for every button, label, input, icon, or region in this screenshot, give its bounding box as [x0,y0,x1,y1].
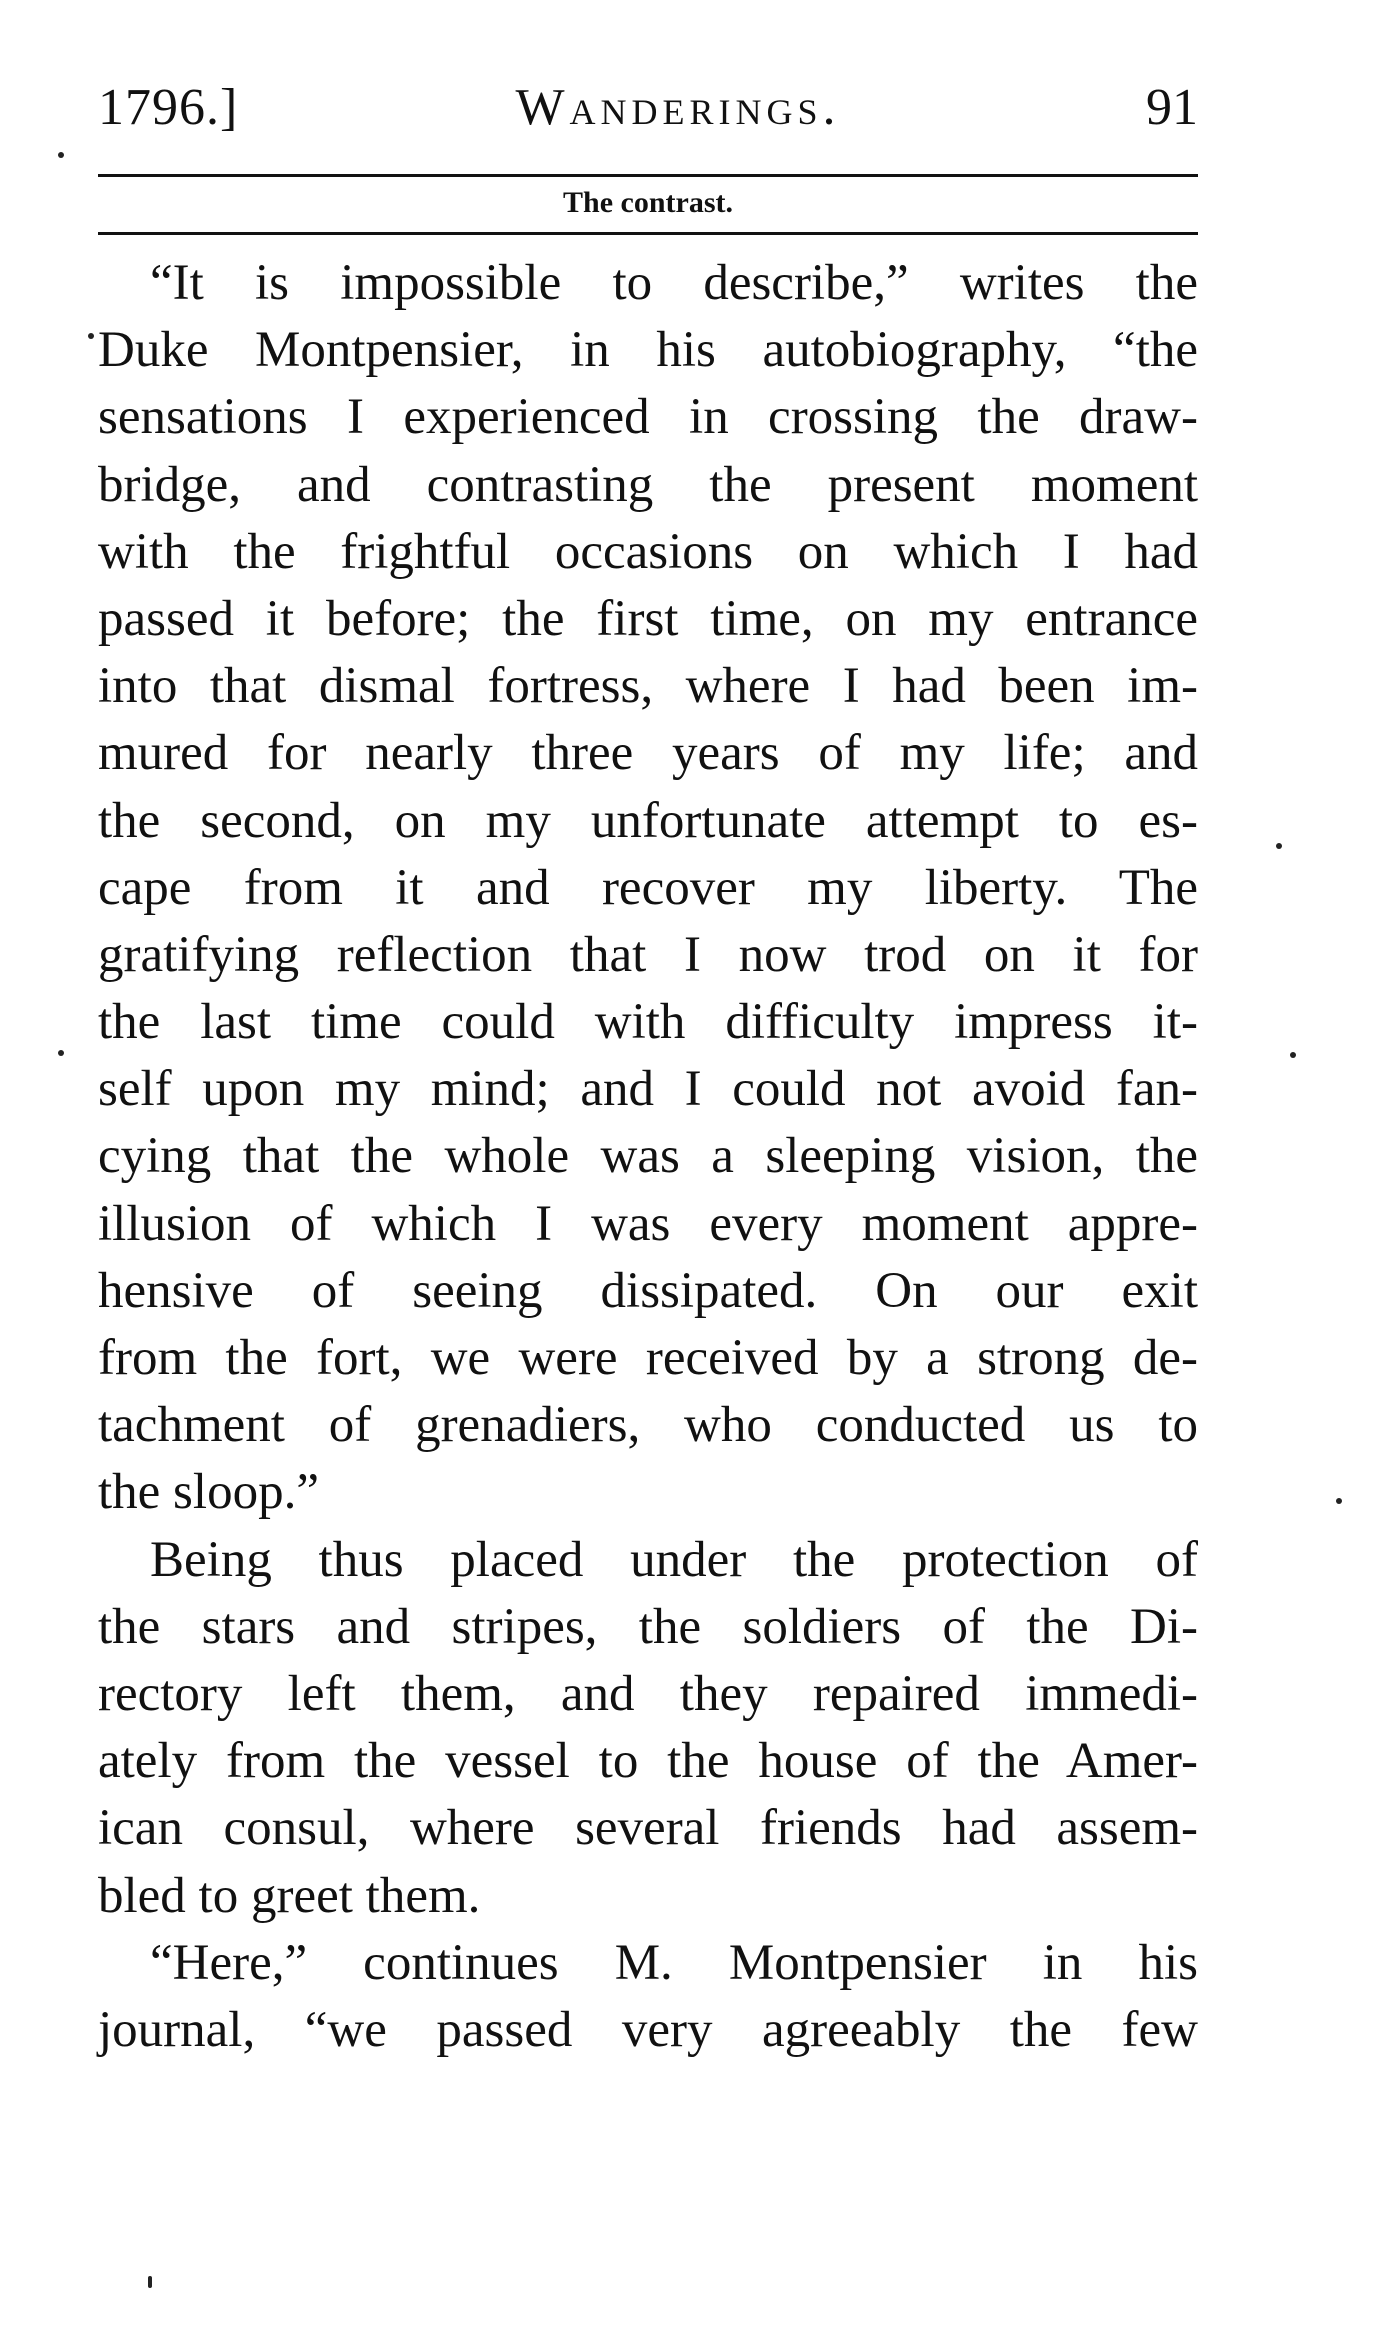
text-line: into that dismal fortress, where I had been im- [98,658,1198,715]
page-number: 91 [1146,79,1198,136]
scan-speck [1336,1498,1342,1504]
text-line: hensive of seeing dissipated. On our exit [98,1262,1198,1319]
header-rule-bottom [98,232,1198,235]
text-line: from the fort, we were received by a strong de- [98,1330,1198,1386]
text-line: bled to greet them. [98,1867,481,1924]
running-head [98,78,1198,148]
text-line: passed it before; the first time, on my entrance [98,590,1198,647]
scan-speck [88,333,94,339]
text-line: rectory left them, and they repaired immedi- [98,1665,1198,1722]
text-line: “Here,” continues M. Montpensier in his [150,1934,1198,1991]
text-line: sensations I experienced in crossing the draw- [98,389,1198,446]
text-line: with the frightful occasions on which I had [98,523,1198,580]
header-year: 1796.] [98,79,239,136]
text-line: “It is impossible to describe,” writes the [150,255,1198,311]
scan-speck [148,2276,152,2288]
text-line: Duke Montpensier, in his autobiography, “the [98,322,1198,379]
text-line: ately from the vessel to the house of the Amer- [98,1733,1198,1790]
scan-speck [58,152,64,158]
text-line: Being thus placed under the protection of [150,1531,1198,1588]
scan-speck [58,1050,64,1056]
section-subheading: The contrast. [563,186,733,219]
header-rule-top [98,174,1198,177]
text-line: tachment of grenadiers, who conducted us to [98,1397,1198,1454]
text-line: the second, on my unfortunate attempt to es- [98,792,1198,849]
scan-speck [1276,843,1282,849]
text-line: illusion of which I was every moment appre- [98,1195,1198,1252]
body-text [98,250,1198,2064]
text-line: the sloop.” [98,1464,319,1521]
header-title: Wanderings. [515,79,841,136]
text-line: cying that the whole was a sleeping vision, the [98,1128,1198,1185]
text-line: ican consul, where several friends had assem- [98,1800,1198,1857]
text-line: gratifying reflection that I now trod on it for [98,926,1198,983]
text-line: the stars and stripes, the soldiers of the Di- [98,1598,1198,1655]
text-line: self upon my mind; and I could not avoid fan- [98,1061,1198,1118]
text-line: mured for nearly three years of my life; and [98,725,1198,782]
text-line: bridge, and contrasting the present moment [98,456,1198,513]
text-line: journal, “we passed very agreeably the few [98,2001,1198,2058]
text-line: cape from it and recover my liberty. The [98,859,1198,916]
scan-speck [1290,1052,1296,1058]
text-line: the last time could with difficulty impress it- [98,994,1198,1051]
